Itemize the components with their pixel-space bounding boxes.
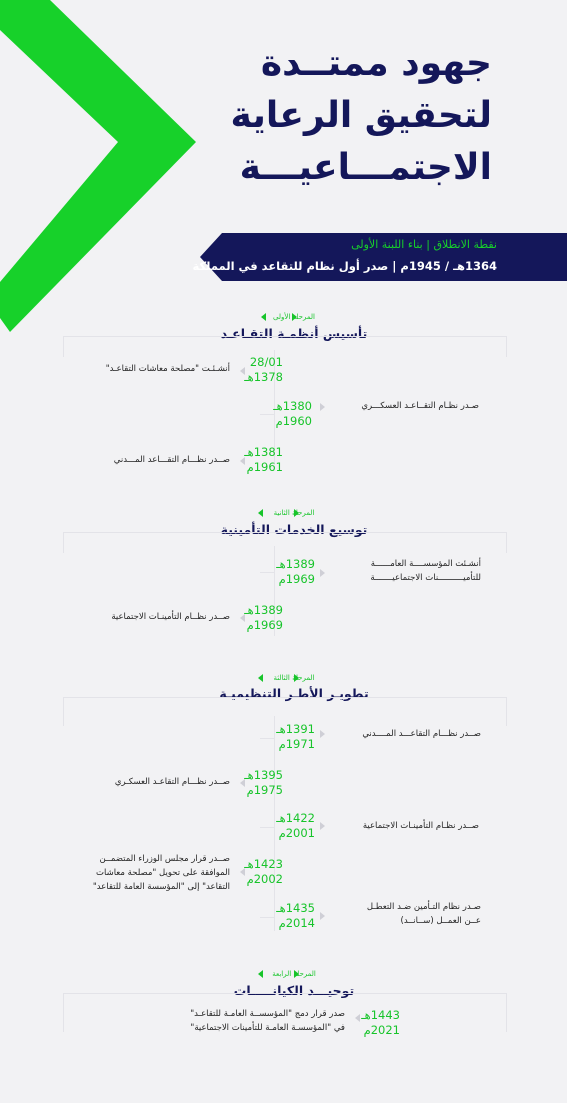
phase-1-event-3-date: 1381هـ 1961م xyxy=(244,445,283,474)
phase-1-event-1-date: 28/01 1378هـ xyxy=(244,355,283,384)
phase-3-event-4-date: 1423هـ 2002م xyxy=(244,857,283,886)
phase-3-event-2-text: صــدر نظـــام التقاعـد العسكـري xyxy=(114,777,230,787)
phase-2-label: المرحلة الثانية xyxy=(273,509,315,517)
phase-3-event-4-text: صــدر قرار مجلس الوزراء المتضمــن الموافقة على تحويل "مصلحة معاشات التقاعد" إلى "المؤسسة العامة للتقاعد" xyxy=(92,854,230,892)
event-pointer xyxy=(240,868,245,876)
event-pointer xyxy=(320,912,325,920)
event-pointer xyxy=(320,569,325,577)
event-pointer xyxy=(240,779,245,787)
phase-1-frame xyxy=(63,336,507,357)
phase-3-event-2-date: 1395هـ 1975م xyxy=(244,768,283,797)
phase-2-marker-left xyxy=(294,509,299,517)
phase-1-label: المرحلة الأولى xyxy=(273,313,315,321)
connector xyxy=(260,572,274,573)
phase-4-event-1-date: 1443هـ 2021م xyxy=(361,1008,400,1037)
event-pointer xyxy=(240,367,245,375)
event-pointer xyxy=(320,403,325,411)
phase-2-title: توسيع الخدمات التأمينية xyxy=(220,522,368,537)
event-pointer xyxy=(320,730,325,738)
phase-2-event-1-date: 1389هـ 1969م xyxy=(276,557,315,586)
phase-1-marker-left xyxy=(292,313,297,321)
phase-4-marker-right xyxy=(258,970,263,978)
phase-3-label: المرحلة الثالثة xyxy=(273,674,315,682)
phase-3-event-3-text: صــدر نظـام التأمينـات الاجتماعية xyxy=(362,821,479,831)
phase-1-event-2-date: 1380هـ 1960م xyxy=(273,399,312,428)
event-pointer xyxy=(355,1014,360,1022)
event-pointer xyxy=(320,822,325,830)
phase-3-event-5-text: صـدر نظام التـأمين ضـد التعطـل عــن العمــل (ســانــد) xyxy=(366,902,481,926)
phase-1-marker-right xyxy=(261,313,266,321)
phase-2-event-2-date: 1389هـ 1969م xyxy=(244,603,283,632)
title-line-2: لتحقيق الرعاية xyxy=(230,95,492,136)
title-line-1: جهود ممتــدة xyxy=(260,43,492,84)
phase-3-event-1-date: 1391هـ 1971م xyxy=(276,722,315,751)
phase-1-title: تأسيس أنظمـة التقـاعـد xyxy=(220,326,368,341)
phase-3-event-5-date: 1435هـ 2014م xyxy=(276,901,315,930)
phase-4-marker-left xyxy=(294,970,299,978)
connector xyxy=(260,414,274,415)
event-pointer xyxy=(240,614,245,622)
phase-2-marker-right xyxy=(258,509,263,517)
connector xyxy=(260,917,274,918)
phase-3-timeline xyxy=(274,716,275,931)
phase-2-frame xyxy=(63,532,507,553)
phase-4-event-1-text: صدر قرار دمج "المؤسســة العامـة للتقاعـد" في "المؤسسـة العامـة للتأمينات الاجتماعية" xyxy=(190,1009,345,1033)
banner-headline: 1364هـ / 1945م | صدر أول نظام للتقاعد في المملكة xyxy=(192,259,497,273)
phase-4-title: توحيـــد الكيانـــــات xyxy=(233,983,355,998)
connector xyxy=(260,827,274,828)
banner-subtitle: نقطة الانطلاق | بناء اللبنة الأولى xyxy=(351,238,497,251)
title-line-3: الاجتمـــاعيـــة xyxy=(239,147,492,188)
connector xyxy=(260,738,274,739)
phase-3-title: تطويـر الأطـر التنظيميـة xyxy=(219,686,369,701)
phase-2-event-2-text: صــدر نظــام التأمينـات الاجتماعية xyxy=(111,612,230,622)
phase-1-event-3-text: صــدر نظـــام التقـــاعد المـــدني xyxy=(113,455,230,465)
phase-1-event-2-text: صـدر نظـام التقــاعـد العسكـــري xyxy=(361,401,479,411)
phase-4-label: المرحلة الرابعة xyxy=(272,970,316,978)
page-title xyxy=(162,38,492,194)
phase-3-event-1-text: صــدر نظـــام التقاعـــد المــــدني xyxy=(362,729,481,739)
event-pointer xyxy=(240,457,245,465)
phase-2-event-1-text: أنشـئت المؤسســــة العامــــــة للتأميــــــــــنات الاجتماعيـــــــة xyxy=(370,559,481,583)
phase-3-event-3-date: 1422هـ 2001م xyxy=(276,811,315,840)
phase-3-marker-right xyxy=(258,674,263,682)
phase-1-event-1-text: أنشـئـت "مصلحة معاشات التقاعـد" xyxy=(105,364,230,374)
phase-3-marker-left xyxy=(294,674,299,682)
